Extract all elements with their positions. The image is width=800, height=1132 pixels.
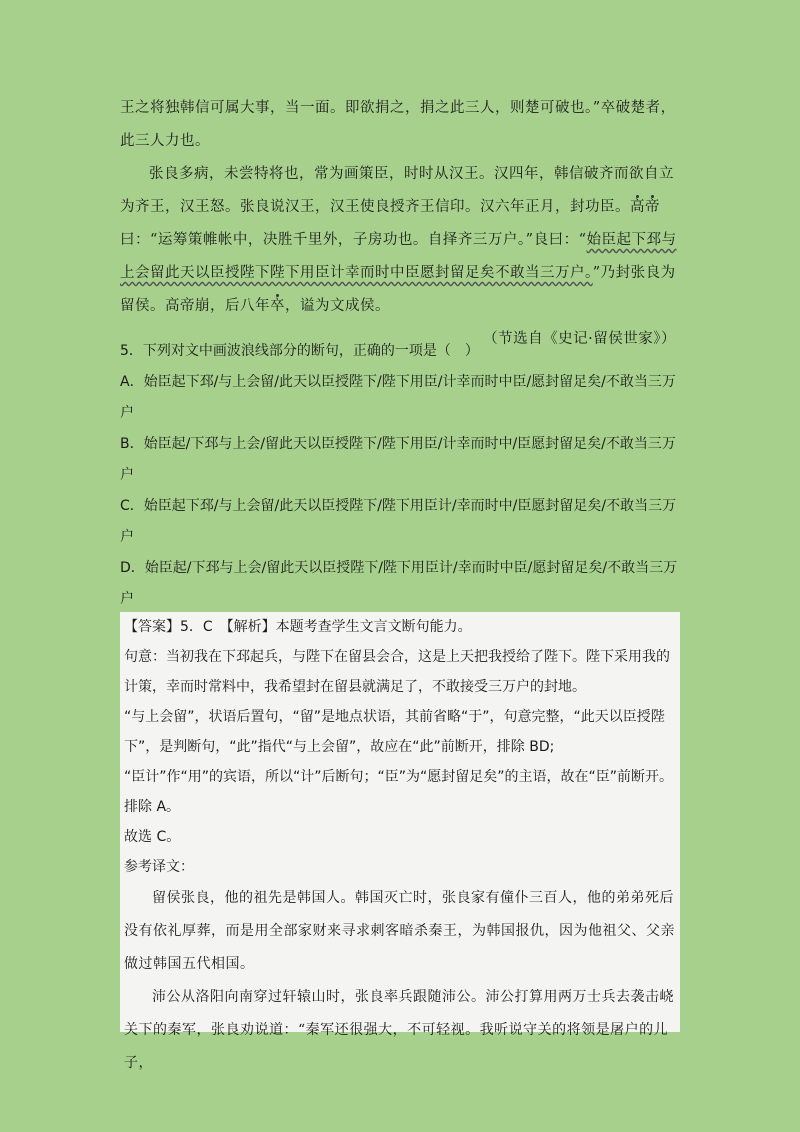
emphasis-dot-di: 帝: [645, 199, 660, 215]
emphasis-dot-zu: 卒: [270, 298, 285, 314]
translation-heading: 参考译文：: [124, 859, 194, 875]
wavy-underlined-text: 始臣起下邳与上会留此天以臣授陛下陛下用臣计幸而时中臣愿封留足矣不敢当三万户。: [120, 232, 677, 281]
translation-paragraph-1: 留侯张良，他的祖先是韩国人。韩国灭亡时，张良家有僮仆三百人，他的弟弟死后没有依礼厚葬，而是用全部家财来寻求刺客暗杀秦王，为韩国报仇，因为他祖父、父亲做过韩国五代相国。: [124, 890, 675, 972]
passage-paragraph-1: 王之将独韩信可属大事，当一面。即欲捐之，捐之此三人，则楚可破也。”卒破楚者，此三人力也。: [120, 100, 676, 149]
question-5: [120, 336, 680, 615]
answer-analysis-2: “臣计”作“用”的宾语，所以“计”后断句；“臣”为“愿封留足矣”的主语，故在“臣”前断开。排除 A。: [124, 769, 674, 815]
question-stem: 5．下列对文中画波浪线部分的断句，正确的一项是（ ）: [120, 343, 479, 359]
p2-after-1: ”乃封张良为留侯。高帝崩，后八年: [120, 265, 676, 314]
option-b: B．始臣起/下邳与上会/留此天以臣授陛下/陛下用臣/计幸而时中/臣愿封留足矣/不敢当三万户: [120, 436, 676, 483]
option-d: D．始臣起/下邳与上会/留此天以臣授陛下/陛下用臣计/幸而时中臣/愿封留足矣/不敢当三万户: [120, 560, 678, 607]
option-c: C．始臣起下邳/与上会留/此天以臣授陛下/陛下用臣计/幸而时中/臣愿封留足矣/不敢当三万户: [120, 498, 677, 545]
answer-analysis-1: “与上会留”，状语后置句，“留”是地点状语，其前省略“于”，句意完整，“此天以臣授陛下”，是判断句，“此”指代“与上会留”，故应在“此”前断开，排除 BD;: [124, 709, 665, 755]
passage-source: （节选自《史记·留侯世家》）: [483, 331, 676, 347]
emphasis-dot-gao: 高: [630, 199, 645, 215]
answer-choice: 故选 C。: [124, 829, 181, 845]
p2-mid: 曰：“运筹策帷帐中，决胜千里外，子房功也。自择齐三万户。”良曰：“: [120, 232, 587, 248]
option-a: A．始臣起下邳/与上会留/此天以臣授陛下/陛下用臣/计幸而时中臣/愿封留足矣/不敢当三万户: [120, 374, 676, 421]
p2-after-2: ，谥为文成侯。: [285, 298, 390, 314]
answer-header: 【答案】5．C 【解析】本题考查学生文言文断句能力。: [124, 619, 472, 635]
answer-box: [120, 612, 680, 1071]
translation-paragraph-2: 沛公从洛阳向南穿过轩辕山时，张良率兵跟随沛公。沛公打算用两万士兵去袭击峣关下的秦军，张良劝说道：“秦军还很强大，不可轻视。我听说守关的将领是屠户的儿子，: [124, 989, 674, 1071]
passage: [120, 92, 680, 356]
passage-paragraph-2: [120, 158, 680, 323]
answer-meaning: 句意：当初我在下邳起兵，与陛下在留县会合，这是上天把我授给了陛下。陛下采用我的计策，幸而时常料中，我希望封在留县就满足了，不敢接受三万户的封地。: [124, 649, 670, 695]
p2-before: 张良多病，未尝特将也，常为画策臣，时时从汉王。汉四年，韩信破齐而欲自立为齐王，汉王怒。张良说汉王，汉王使良授齐王信印。汉六年正月，封功臣。: [120, 166, 674, 215]
